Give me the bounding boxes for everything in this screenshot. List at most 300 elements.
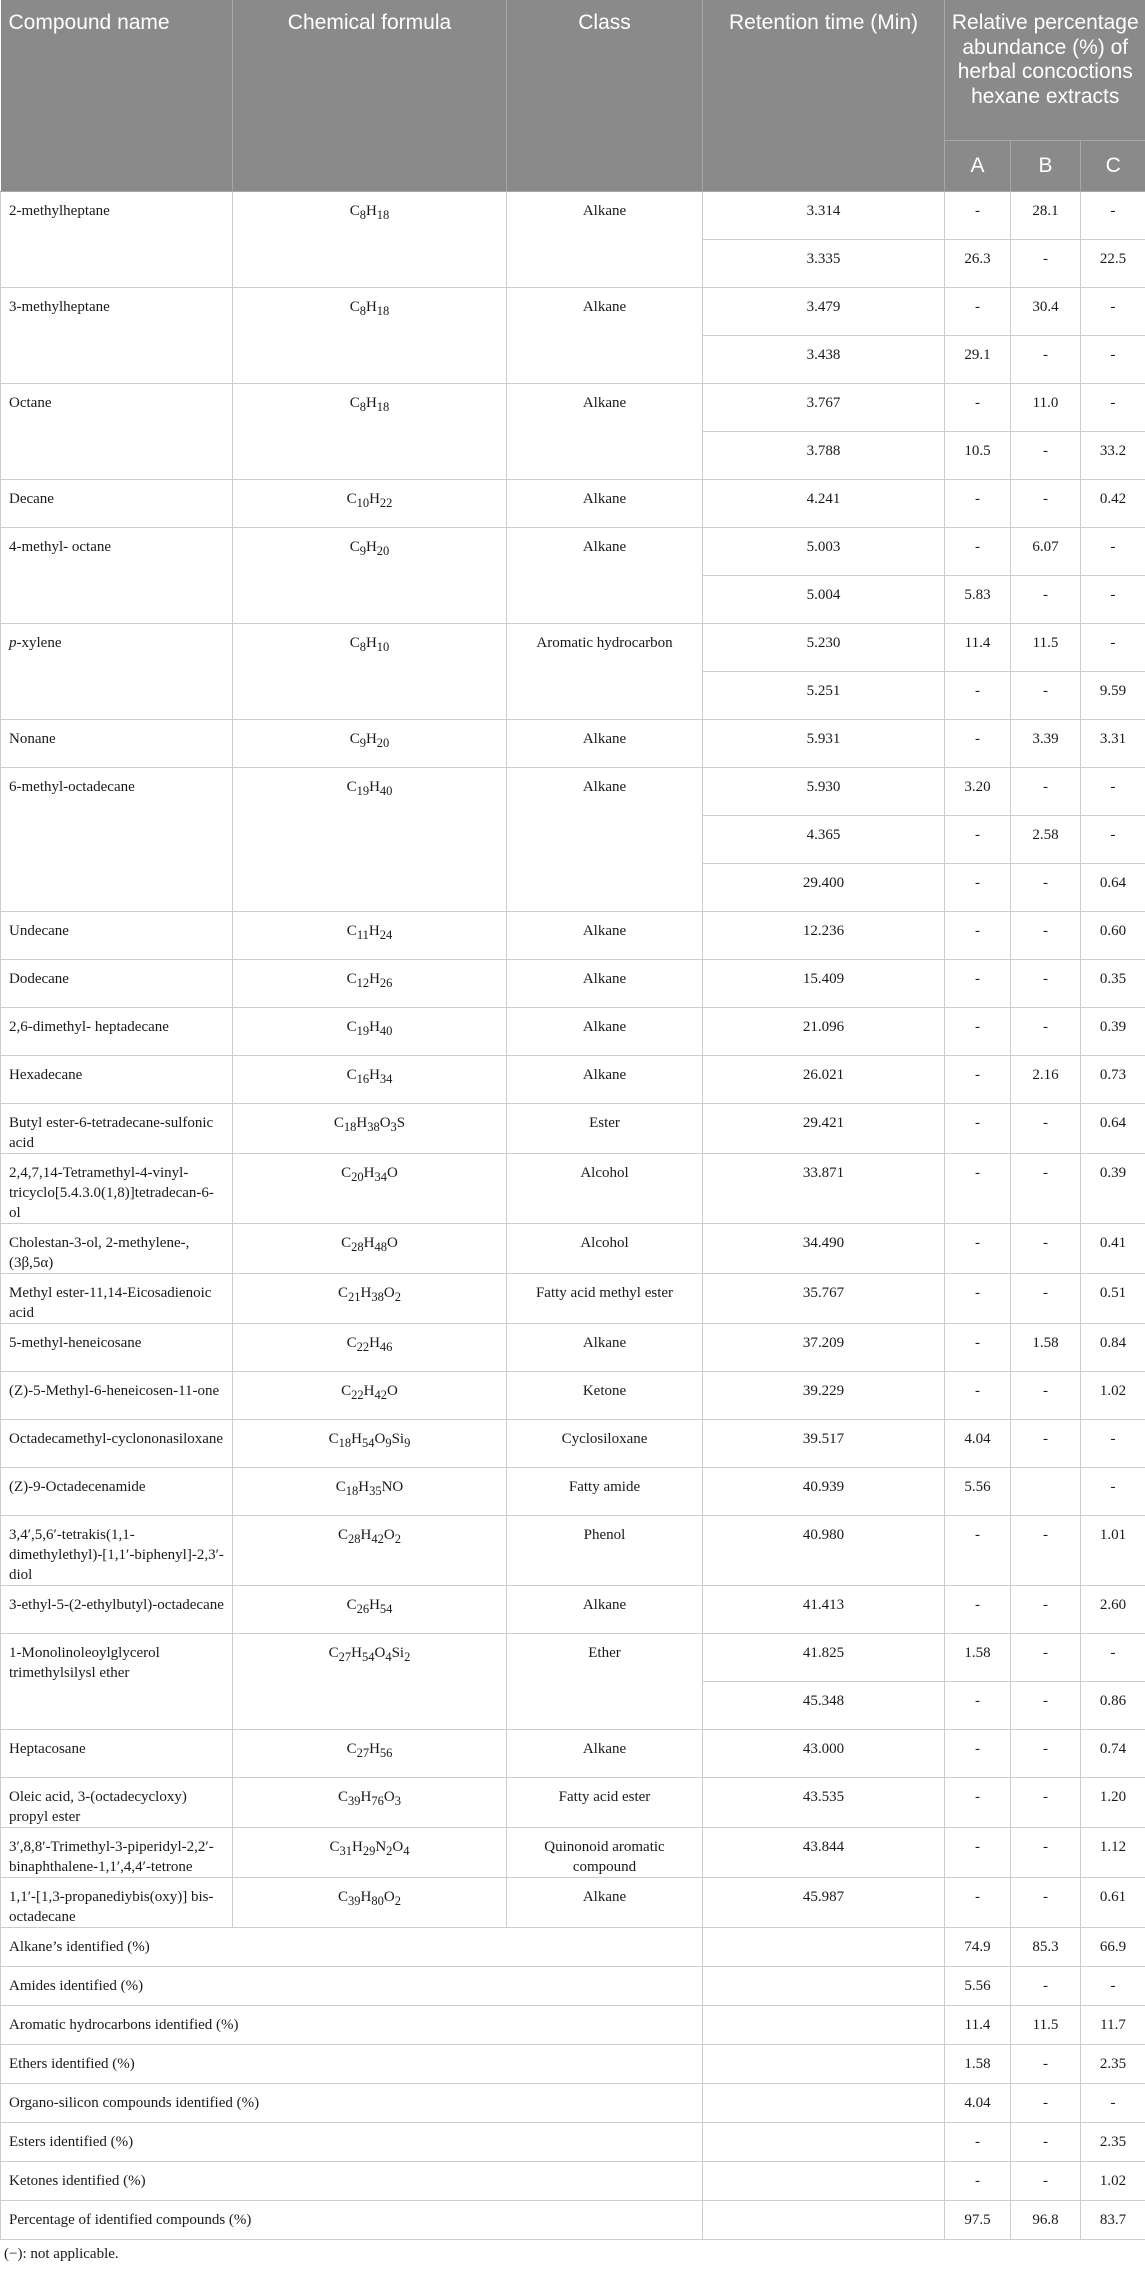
retention-time-cell: 29.421 [703,1104,945,1154]
summary-row [1,2162,1145,2201]
abundance-c-cell: 9.59 [1081,672,1145,720]
summary-label: Organo-silicon compounds identified (%) [1,2084,703,2123]
abundance-b-cell: - [1011,1420,1081,1468]
summary-empty-cell [703,1967,945,2006]
compound-name-cell: 4-methyl- octane [1,528,233,624]
summary-value-a: 4.04 [945,2084,1011,2123]
abundance-c-cell: 0.86 [1081,1682,1145,1730]
retention-time-cell: 5.003 [703,528,945,576]
abundance-a-cell: - [945,288,1011,336]
abundance-b-cell: - [1011,1104,1081,1154]
table-row [1,912,1145,960]
chemical-formula-cell: $C_{22}H_{46}$ [233,1324,507,1372]
abundance-b-cell: - [1011,1154,1081,1224]
compound-name-cell: (Z)-5-Methyl-6-heneicosen-11-one [1,1372,233,1420]
abundance-a-cell: - [945,864,1011,912]
table-row [1,1154,1145,1224]
chemical-formula-cell: $C_{22}H_{42}O$ [233,1372,507,1420]
abundance-b-cell: 11.0 [1011,384,1081,432]
abundance-a-cell: - [945,1828,1011,1878]
retention-time-cell: 41.825 [703,1634,945,1682]
abundance-c-cell: 22.5 [1081,240,1145,288]
abundance-a-cell: - [945,1730,1011,1778]
abundance-a-cell: - [945,1056,1011,1104]
class-cell: Ester [507,1104,703,1154]
abundance-a-cell: - [945,1586,1011,1634]
abundance-a-cell: - [945,672,1011,720]
abundance-c-cell: - [1081,816,1145,864]
summary-value-a: 11.4 [945,2006,1011,2045]
chemical-formula-cell: $C_{18}H_{35}NO$ [233,1468,507,1516]
abundance-b-cell: 1.58 [1011,1324,1081,1372]
retention-time-cell: 26.021 [703,1056,945,1104]
chemical-formula-cell: $C_8H_{10}$ [233,624,507,720]
chemical-formula-cell: $C_{39}H_{80}O_2$ [233,1878,507,1928]
retention-time-cell: 21.096 [703,1008,945,1056]
compound-name-cell: 3-ethyl-5-(2-ethylbutyl)-octadecane [1,1586,233,1634]
summary-value-c: 1.02 [1081,2162,1145,2201]
abundance-c-cell: 0.35 [1081,960,1145,1008]
chemical-formula-cell: $C_{18}H_{54}O_9Si_9$ [233,1420,507,1468]
abundance-a-cell: - [945,528,1011,576]
abundance-b-cell: - [1011,480,1081,528]
table-row [1,192,1145,240]
summary-label: Ketones identified (%) [1,2162,703,2201]
chemical-formula-cell: $C_{12}H_{26}$ [233,960,507,1008]
abundance-b-cell: - [1011,1274,1081,1324]
abundance-c-cell: 1.20 [1081,1778,1145,1828]
retention-time-cell: 3.438 [703,336,945,384]
summary-label: Percentage of identified compounds (%) [1,2201,703,2240]
chemical-formula-cell: $C_{27}H_{56}$ [233,1730,507,1778]
summary-value-a: - [945,2123,1011,2162]
abundance-c-cell: - [1081,384,1145,432]
summary-empty-cell [703,2045,945,2084]
abundance-c-cell: 0.42 [1081,480,1145,528]
compound-name-cell: 2,4,7,14-Tetramethyl-4-vinyl-tricyclo[5.4.3.0(1,8)]tetradecan-6-ol [1,1154,233,1224]
compound-name-cell: Octane [1,384,233,480]
chemical-formula-cell: $C_{16}H_{34}$ [233,1056,507,1104]
class-cell: Alkane [507,720,703,768]
table-header [1,0,1145,192]
retention-time-cell: 45.987 [703,1878,945,1928]
summary-value-c: 2.35 [1081,2045,1145,2084]
table-row [1,1224,1145,1274]
abundance-a-cell: - [945,1878,1011,1928]
summary-value-b: - [1011,1967,1081,2006]
abundance-c-cell: - [1081,1420,1145,1468]
class-cell: Alkane [507,1056,703,1104]
table-row [1,1878,1145,1928]
class-cell: Ether [507,1634,703,1730]
abundance-c-cell: 3.31 [1081,720,1145,768]
abundance-a-cell: - [945,1224,1011,1274]
chemical-formula-cell: $C_9H_{20}$ [233,528,507,624]
chemical-formula-cell: $C_9H_{20}$ [233,720,507,768]
summary-rows [1,1928,1145,2240]
compound-name-cell: Undecane [1,912,233,960]
table-row [1,1104,1145,1154]
header-compound-name: Compound name [1,0,233,192]
abundance-b-cell: - [1011,1008,1081,1056]
abundance-a-cell: - [945,1154,1011,1224]
table-row [1,1056,1145,1104]
abundance-b-cell: - [1011,1878,1081,1928]
abundance-a-cell: 5.56 [945,1468,1011,1516]
header-class: Class [507,0,703,192]
summary-label: Ethers identified (%) [1,2045,703,2084]
abundance-b-cell: - [1011,912,1081,960]
compound-name-cell: Cholestan-3-ol, 2-methylene-, (3β,5α) [1,1224,233,1274]
abundance-b-cell: - [1011,1730,1081,1778]
abundance-b-cell: 11.5 [1011,624,1081,672]
summary-value-c: 11.7 [1081,2006,1145,2045]
retention-time-cell: 4.365 [703,816,945,864]
table-row [1,1468,1145,1516]
class-cell: Alkane [507,480,703,528]
class-cell: Alkane [507,192,703,288]
abundance-c-cell: 0.39 [1081,1008,1145,1056]
abundance-c-cell: - [1081,528,1145,576]
retention-time-cell: 39.517 [703,1420,945,1468]
chemical-formula-cell: $C_{19}H_{40}$ [233,768,507,912]
abundance-c-cell: - [1081,624,1145,672]
chemical-formula-cell: $C_{20}H_{34}O$ [233,1154,507,1224]
abundance-c-cell: - [1081,336,1145,384]
abundance-b-cell: - [1011,1682,1081,1730]
abundance-c-cell: 2.60 [1081,1586,1145,1634]
retention-time-cell: 5.930 [703,768,945,816]
class-cell: Alkane [507,288,703,384]
abundance-a-cell: - [945,192,1011,240]
compound-name-cell: Octadecamethyl-cyclononasiloxane [1,1420,233,1468]
abundance-b-cell: - [1011,432,1081,480]
compound-name-cell: Hexadecane [1,1056,233,1104]
compound-name-cell: 6-methyl-octadecane [1,768,233,912]
table-row [1,1586,1145,1634]
compound-name-cell: (Z)-9-Octadecenamide [1,1468,233,1516]
retention-time-cell: 3.788 [703,432,945,480]
summary-empty-cell [703,2201,945,2240]
summary-value-c: 2.35 [1081,2123,1145,2162]
abundance-b-cell: - [1011,240,1081,288]
table-row [1,768,1145,816]
class-cell: Alcohol [507,1224,703,1274]
abundance-c-cell: 0.51 [1081,1274,1145,1324]
class-cell: Aromatic hydrocarbon [507,624,703,720]
compound-name-cell: Dodecane [1,960,233,1008]
retention-time-cell: 12.236 [703,912,945,960]
class-cell: Alkane [507,768,703,912]
table-row [1,1634,1145,1682]
abundance-b-cell: 30.4 [1011,288,1081,336]
abundance-c-cell: 0.74 [1081,1730,1145,1778]
chemical-formula-cell: $C_8H_{18}$ [233,192,507,288]
retention-time-cell: 40.980 [703,1516,945,1586]
class-cell: Alkane [507,384,703,480]
compound-name-cell: Oleic acid, 3-(octadecycloxy) propyl ester [1,1778,233,1828]
abundance-c-cell: 0.64 [1081,864,1145,912]
retention-time-cell: 5.004 [703,576,945,624]
abundance-a-cell: - [945,1274,1011,1324]
summary-value-a: - [945,2162,1011,2201]
abundance-b-cell [1011,1468,1081,1516]
abundance-c-cell: - [1081,1634,1145,1682]
abundance-a-cell: 3.20 [945,768,1011,816]
summary-label: Esters identified (%) [1,2123,703,2162]
compound-name-cell: Methyl ester-11,14-Eicosadienoic acid [1,1274,233,1324]
abundance-c-cell: 1.12 [1081,1828,1145,1878]
retention-time-cell: 3.479 [703,288,945,336]
abundance-a-cell: - [945,384,1011,432]
table-row [1,480,1145,528]
class-cell: Alcohol [507,1154,703,1224]
abundance-b-cell: 2.58 [1011,816,1081,864]
table-row [1,1008,1145,1056]
retention-time-cell: 43.000 [703,1730,945,1778]
retention-time-cell: 5.230 [703,624,945,672]
abundance-c-cell: 0.84 [1081,1324,1145,1372]
summary-value-b: - [1011,2045,1081,2084]
abundance-a-cell: 1.58 [945,1634,1011,1682]
retention-time-cell: 39.229 [703,1372,945,1420]
abundance-a-cell: - [945,720,1011,768]
abundance-c-cell: - [1081,768,1145,816]
summary-value-b: 11.5 [1011,2006,1081,2045]
abundance-a-cell: - [945,960,1011,1008]
class-cell: Alkane [507,1878,703,1928]
summary-value-c: 66.9 [1081,1928,1145,1967]
abundance-c-cell: 1.01 [1081,1516,1145,1586]
abundance-a-cell: - [945,912,1011,960]
compound-name-cell: 1,1′-[1,3-propanediybis(oxy)] bis-octadecane [1,1878,233,1928]
table-row [1,624,1145,672]
class-cell: Quinonoid aromatic compound [507,1828,703,1878]
abundance-a-cell: 4.04 [945,1420,1011,1468]
summary-empty-cell [703,2123,945,2162]
chemical-formula-cell: $C_{26}H_{54}$ [233,1586,507,1634]
chemical-formula-cell: $C_{28}H_{48}O$ [233,1224,507,1274]
chemical-formula-cell: $C_{10}H_{22}$ [233,480,507,528]
table-row [1,720,1145,768]
retention-time-cell: 43.535 [703,1778,945,1828]
class-cell: Fatty acid ester [507,1778,703,1828]
retention-time-cell: 3.314 [703,192,945,240]
chemical-formula-cell: $C_8H_{18}$ [233,288,507,384]
compound-name-cell: 2,6-dimethyl- heptadecane [1,1008,233,1056]
abundance-c-cell: 0.73 [1081,1056,1145,1104]
abundance-c-cell: 0.64 [1081,1104,1145,1154]
abundance-c-cell: 1.02 [1081,1372,1145,1420]
header-sub-b: B [1011,141,1081,192]
chemical-formula-cell: $C_8H_{18}$ [233,384,507,480]
compound-name-cell: 5-methyl-heneicosane [1,1324,233,1372]
class-cell: Alkane [507,1324,703,1372]
abundance-c-cell: - [1081,192,1145,240]
retention-time-cell: 40.939 [703,1468,945,1516]
compound-name-cell: 3′,8,8′-Trimethyl-3-piperidyl-2,2′-binaphthalene-1,1′,4,4′-tetrone [1,1828,233,1878]
table-row [1,1372,1145,1420]
summary-value-a: 1.58 [945,2045,1011,2084]
chemical-formula-cell: $C_{21}H_{38}O_2$ [233,1274,507,1324]
abundance-a-cell: 5.83 [945,576,1011,624]
summary-row [1,2123,1145,2162]
abundance-a-cell: 11.4 [945,624,1011,672]
summary-value-a: 97.5 [945,2201,1011,2240]
compound-name-cell: Nonane [1,720,233,768]
abundance-b-cell: - [1011,768,1081,816]
summary-empty-cell [703,2084,945,2123]
chemical-formula-cell: $C_{28}H_{42}O_2$ [233,1516,507,1586]
summary-value-c: - [1081,2084,1145,2123]
abundance-b-cell: - [1011,1778,1081,1828]
summary-row [1,2084,1145,2123]
compound-name-cell: Heptacosane [1,1730,233,1778]
retention-time-cell: 34.490 [703,1224,945,1274]
summary-row [1,1928,1145,1967]
retention-time-cell: 5.931 [703,720,945,768]
retention-time-cell: 35.767 [703,1274,945,1324]
abundance-b-cell: - [1011,1372,1081,1420]
abundance-a-cell: 10.5 [945,432,1011,480]
summary-row [1,1967,1145,2006]
chemical-formula-cell: $C_{19}H_{40}$ [233,1008,507,1056]
chemical-formula-cell: $C_{39}H_{76}O_3$ [233,1778,507,1828]
compound-name-cell: 3,4′,5,6′-tetrakis(1,1-dimethylethyl)-[1,1′-biphenyl]-2,3′-diol [1,1516,233,1586]
abundance-a-cell: - [945,1682,1011,1730]
abundance-b-cell: - [1011,960,1081,1008]
class-cell: Ketone [507,1372,703,1420]
header-sub-a: A [945,141,1011,192]
abundance-c-cell: 0.39 [1081,1154,1145,1224]
retention-time-cell: 41.413 [703,1586,945,1634]
abundance-b-cell: - [1011,1828,1081,1878]
abundance-a-cell: - [945,1778,1011,1828]
summary-value-b: - [1011,2123,1081,2162]
summary-empty-cell [703,2006,945,2045]
abundance-b-cell: - [1011,1586,1081,1634]
table-row [1,960,1145,1008]
compound-name-cell: 1-Monolinoleoylglycerol trimethylsilysl ether [1,1634,233,1730]
summary-row [1,2201,1145,2240]
abundance-c-cell: - [1081,1468,1145,1516]
abundance-a-cell: - [945,816,1011,864]
table-row [1,528,1145,576]
table-row [1,384,1145,432]
abundance-a-cell: - [945,1516,1011,1586]
abundance-a-cell: 26.3 [945,240,1011,288]
header-abundance: Relative percentage abundance (%) of herbal concoctions hexane extracts [945,0,1145,141]
table-row [1,1274,1145,1324]
summary-row [1,2006,1145,2045]
summary-label: Alkane’s identified (%) [1,1928,703,1967]
summary-value-c: 83.7 [1081,2201,1145,2240]
class-cell: Cyclosiloxane [507,1420,703,1468]
retention-time-cell: 37.209 [703,1324,945,1372]
retention-time-cell: 5.251 [703,672,945,720]
compound-name-cell: 2-methylheptane [1,192,233,288]
class-cell: Alkane [507,1008,703,1056]
class-cell: Alkane [507,1586,703,1634]
summary-value-b: - [1011,2162,1081,2201]
compound-name-cell: 3-methylheptane [1,288,233,384]
compound-name-cell: Decane [1,480,233,528]
abundance-a-cell: - [945,1372,1011,1420]
table-row [1,288,1145,336]
abundance-c-cell: 33.2 [1081,432,1145,480]
class-cell: Phenol [507,1516,703,1586]
retention-time-cell: 4.241 [703,480,945,528]
abundance-c-cell: 0.61 [1081,1878,1145,1928]
header-sub-c: C [1081,141,1145,192]
summary-empty-cell [703,2162,945,2201]
abundance-b-cell: 28.1 [1011,192,1081,240]
abundance-b-cell: - [1011,672,1081,720]
compound-rows [1,192,1145,1928]
abundance-c-cell: 0.41 [1081,1224,1145,1274]
abundance-b-cell: - [1011,576,1081,624]
abundance-b-cell: - [1011,336,1081,384]
class-cell: Alkane [507,960,703,1008]
summary-label: Amides identified (%) [1,1967,703,2006]
retention-time-cell: 3.767 [703,384,945,432]
table-row [1,1516,1145,1586]
table-row [1,1778,1145,1828]
abundance-b-cell: - [1011,1634,1081,1682]
retention-time-cell: 45.348 [703,1682,945,1730]
abundance-a-cell: - [945,480,1011,528]
summary-value-b: 96.8 [1011,2201,1081,2240]
abundance-a-cell: - [945,1008,1011,1056]
abundance-a-cell: - [945,1324,1011,1372]
summary-value-c: - [1081,1967,1145,2006]
header-chemical-formula: Chemical formula [233,0,507,192]
abundance-b-cell: - [1011,864,1081,912]
chemical-formula-cell: $C_{31}H_{29}N_2O_4$ [233,1828,507,1878]
retention-time-cell: 3.335 [703,240,945,288]
class-cell: Fatty acid methyl ester [507,1274,703,1324]
class-cell: Alkane [507,528,703,624]
abundance-b-cell: 6.07 [1011,528,1081,576]
retention-time-cell: 33.871 [703,1154,945,1224]
header-retention-time: Retention time (Min) [703,0,945,192]
footnote: (−): not applicable. [0,2240,1145,2269]
summary-empty-cell [703,1928,945,1967]
abundance-b-cell: - [1011,1224,1081,1274]
summary-row [1,2045,1145,2084]
class-cell: Alkane [507,1730,703,1778]
abundance-a-cell: - [945,1104,1011,1154]
abundance-b-cell: 3.39 [1011,720,1081,768]
abundance-b-cell: - [1011,1516,1081,1586]
compound-name-cell: p-xylene [1,624,233,720]
abundance-c-cell: - [1081,576,1145,624]
table-row [1,1324,1145,1372]
abundance-a-cell: 29.1 [945,336,1011,384]
chemical-formula-cell: $C_{27}H_{54}O_4Si_2$ [233,1634,507,1730]
table-row [1,1730,1145,1778]
abundance-c-cell: 0.60 [1081,912,1145,960]
summary-value-b: 85.3 [1011,1928,1081,1967]
retention-time-cell: 15.409 [703,960,945,1008]
retention-time-cell: 43.844 [703,1828,945,1878]
table-row [1,1828,1145,1878]
retention-time-cell: 29.400 [703,864,945,912]
class-cell: Fatty amide [507,1468,703,1516]
summary-value-a: 5.56 [945,1967,1011,2006]
chemical-formula-cell: $C_{18}H_{38}O_3S$ [233,1104,507,1154]
summary-value-a: 74.9 [945,1928,1011,1967]
